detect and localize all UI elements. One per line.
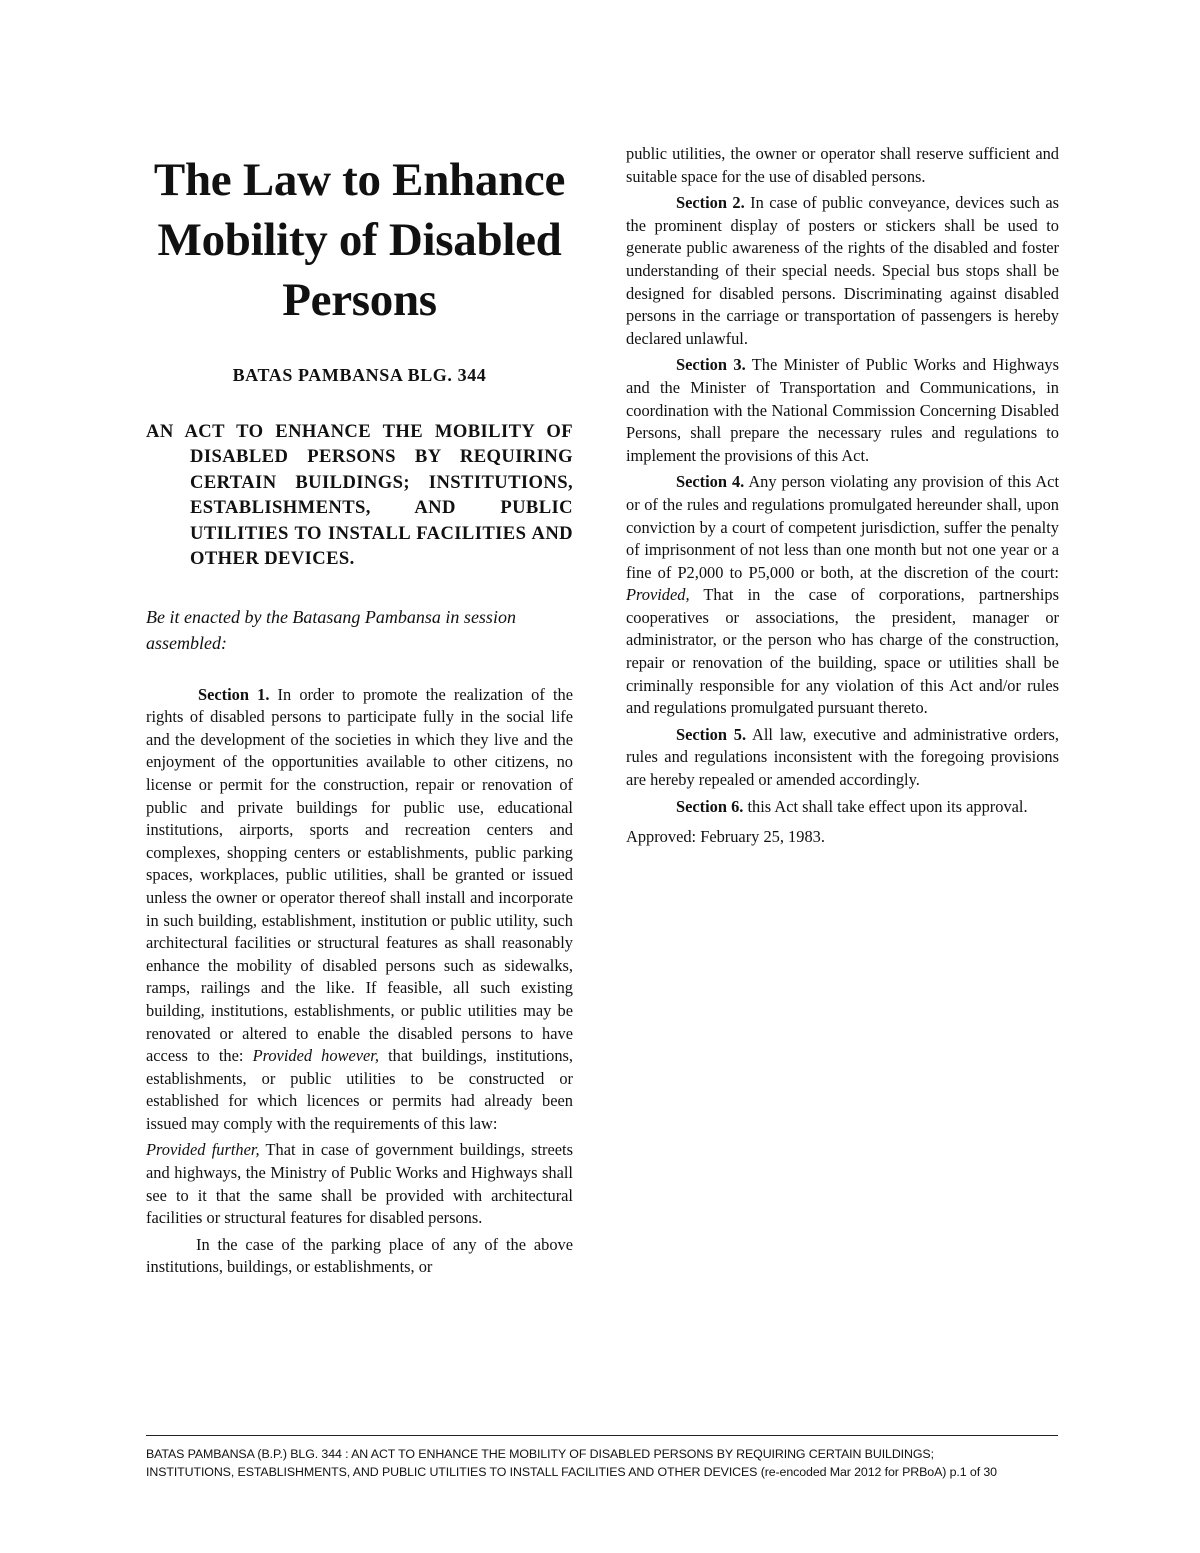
section-1-proviso-however: Provided however, — [252, 1046, 379, 1066]
section-1-text-b: that buildings, institutions, establishments, or public utilities to be constructed or established for which licences or permits had already been issued may comply with the requirements of this law: — [146, 1046, 573, 1133]
section-3-label: Section 3. — [676, 355, 746, 375]
section-3-paragraph — [626, 354, 1059, 467]
enacting-clause: Be it enacted by the Batasang Pambansa in session assembled: — [146, 606, 516, 653]
section-4-text-b: That in the case of corporations, partnerships cooperatives or associations, the president, manager or administrator, or the person who has charge of the construction, repair or renovation of the building, space or utilities shall be criminally responsible for any violation of this Act and/or rules and regulations promulgated pursuant thereto. — [626, 585, 1059, 718]
right-column — [626, 143, 1059, 849]
section-2-paragraph — [626, 192, 1059, 350]
section-3-text: The Minister of Public Works and Highways and the Minister of Transportation and Communications, in coordination with the National Commission Concerning Disabled Persons, shall prepare the necessary rules and regulations to implement the provisions of this Act. — [626, 355, 1059, 465]
document-title: The Law to Enhance Mobility of Disabled Persons — [153, 154, 566, 326]
section-2-text: In case of public conveyance, devices such as the prominent display of posters or stickers shall be used to generate public awareness of the rights of the disabled and foster understanding of their special needs. Special bus stops shall be designed for disabled persons. Discriminating against disabled persons in the carriage or transportation of passengers is hereby declared unlawful. — [626, 193, 1059, 348]
section-4-label: Section 4. — [676, 472, 745, 492]
section-1-paragraph — [146, 684, 573, 1136]
footer-line-1: BATAS PAMBANSA (B.P.) BLG. 344 : AN ACT TO ENHANCE THE MOBILITY OF DISABLED PERSONS BY REQUIRING CERTAIN BUILDINGS; — [146, 1447, 934, 1461]
section-1-text-c: That in case of government buildings, streets and highways, the Ministry of Public Works and Highways shall see to it that the same shall be provided with architectural facilities or structural features for disabled persons. — [146, 1140, 573, 1228]
section-6-label: Section 6. — [676, 796, 744, 816]
section-4-proviso: Provided, — [626, 585, 690, 605]
section-2-label: Section 2. — [676, 193, 745, 213]
section-4-paragraph — [626, 471, 1059, 720]
left-column — [146, 150, 573, 1279]
document-subtitle: BATAS PAMBANSA BLG. 344 — [232, 365, 487, 385]
section-1-proviso-further: Provided further, — [146, 1140, 260, 1160]
act-heading: AN ACT TO ENHANCE THE MOBILITY OF DISABLED PERSONS BY REQUIRING CERTAIN BUILDINGS; INSTITUTIONS, ESTABLISHMENTS, AND PUBLIC UTILITIES TO INSTALL FACILITIES AND OTHER DEVICES. — [146, 420, 573, 570]
section-6-text: this Act shall take effect upon its approval. — [743, 796, 1028, 816]
footer-line-2: INSTITUTIONS, ESTABLISHMENTS, AND PUBLIC UTILITIES TO INSTALL FACILITIES AND OTHER DEVICES (re-encoded Mar 2012 for PRBoA) p.1 of 30 — [146, 1465, 997, 1479]
approval-date: Approved: February 25, 1983. — [626, 827, 825, 847]
section-1-parking-paragraph: In the case of the parking place of any of the above institutions, buildings, or establishments, or — [146, 1234, 573, 1277]
section-1-label: Section 1. — [198, 684, 270, 704]
section-1-proviso-paragraph — [146, 1139, 573, 1229]
page-footer — [146, 1435, 1058, 1481]
section-4-text: Any person violating any provision of this Act or of the rules and regulations promulgated hereunder shall, upon conviction by a court of competent jurisdiction, suffer the penalty of imprisonment of not less than one month but not one year or a fine of P2,000 to P5,000 or both, at the discretion of the court: — [626, 472, 1059, 582]
section-6-paragraph — [626, 796, 1059, 819]
section-5-label: Section 5. — [676, 724, 747, 744]
section-1-text: In order to promote the realization of the rights of disabled persons to participate fully in the social life and the development of the societies in which they live and the enjoyment of the opportunities available to other citizens, no license or permit for the construction, repair or renovation of public and private buildings for public use, educational institutions, airports, sports and recreation centers and complexes, shopping centers or establishments, public parking spaces, workplaces, public utilities, shall be granted or issued unless the owner or operator thereof shall install and incorporate in such building, establishment, institution or public utility, such architectural facilities or structural features as shall reasonably enhance the mobility of disabled persons such as sidewalks, ramps, railings and the like. If feasible, all such existing building, institutions, establishments, or public utilities may be renovated or altered to enable the disabled persons to have access to the: — [146, 684, 573, 1066]
section-1-parking-continuation: public utilities, the owner or operator shall reserve sufficient and suitable space for the use of disabled persons. — [626, 144, 1059, 186]
section-5-text: All law, executive and administrative orders, rules and regulations inconsistent with the foregoing provisions are hereby repealed or amended accordingly. — [626, 724, 1059, 790]
section-5-paragraph — [626, 724, 1059, 792]
